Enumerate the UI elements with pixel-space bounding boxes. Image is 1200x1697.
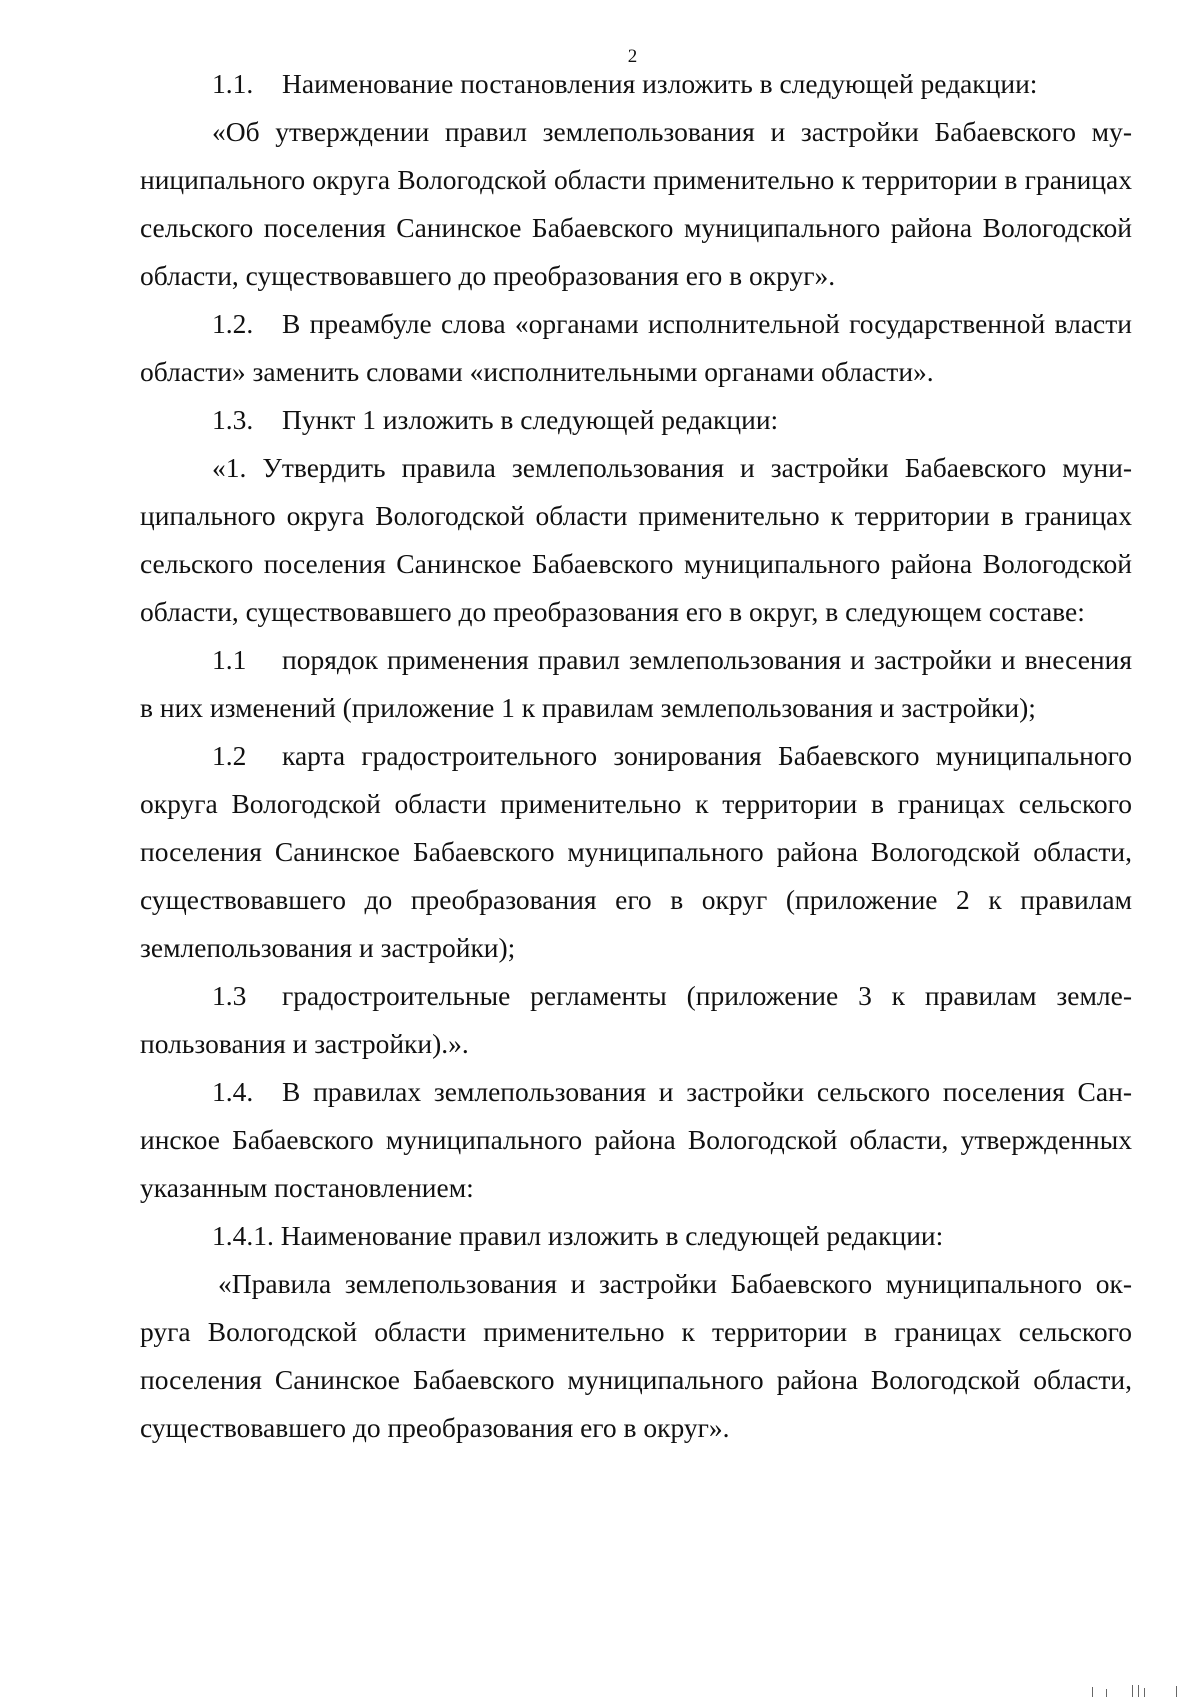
paragraph-1-1 <box>140 60 1132 108</box>
paragraph-sub-1-1 <box>140 636 1132 732</box>
clause-text: «Об утверждении правил землепользования и застройки Бабаевского муниципального округа Вологодской области применительно к территории в границах сельского поселения Санинское Бабаевского муниципального района Вологодской области, существовавшего до преобразования его в округ». <box>140 116 1132 291</box>
clause-text: Наименование постановления изложить в следующей редакции: <box>282 68 1038 99</box>
clause-text: В преамбуле слова «органами исполнительной государственной власти области» заменить словами «исполнительными органами области». <box>140 308 1132 387</box>
paragraph-1-4-1 <box>140 1212 1132 1260</box>
clause-number: 1.1. <box>212 68 254 99</box>
clause-number: 1.3 <box>212 980 247 1011</box>
paragraph-point-1 <box>140 444 1132 636</box>
document-body <box>140 60 1132 1452</box>
paragraph-sub-1-2 <box>140 732 1132 972</box>
clause-text: карта градостроительного зонирования Бабаевского муниципального округа Вологодской области применительно к территории в границах сельского поселения Санинское Бабаевского муниципального района Вологодской области, существовавшего до преобразования его в округ (приложение 2 к правилам землепользования и застройки); <box>140 740 1132 963</box>
scan-artifact <box>1092 1683 1182 1697</box>
clause-number: 1.4. <box>212 1076 254 1107</box>
clause-number: 1.1 <box>212 644 247 675</box>
paragraph-new-title <box>140 108 1132 300</box>
paragraph-1-4 <box>140 1068 1132 1212</box>
clause-text: «Правила землепользования и застройки Бабаевского муниципального округа Вологодской области применительно к территории в границах сельского поселения Санинское Бабаевского муниципального района Вологодской области, существовавшего до преобразования его в округ». <box>140 1268 1132 1443</box>
clause-text: В правилах землепользования и застройки сельского поселения Санинское Бабаевского муниципального района Вологодской области, утвержденных указанным постановлением: <box>140 1076 1132 1203</box>
clause-text: Пункт 1 изложить в следующей редакции: <box>282 404 779 435</box>
clause-text: 1.4.1. Наименование правил изложить в следующей редакции: <box>212 1220 944 1251</box>
clause-number: 1.3. <box>212 404 254 435</box>
clause-text: порядок применения правил землепользования и застройки и внесения в них изменений (приложение 1 к правилам землепользования и застройки); <box>140 644 1132 723</box>
clause-number: 1.2. <box>212 308 254 339</box>
paragraph-1-3 <box>140 396 1132 444</box>
clause-text: «1. Утвердить правила землепользования и застройки Бабаевского муниципального округа Вологодской области применительно к территории в границах сельского поселения Санинское Бабаевского муниципального района Вологодской области, существовавшего до преобразования его в округ, в следующем составе: <box>140 452 1132 627</box>
clause-number: 1.2 <box>212 740 247 771</box>
paragraph-1-2 <box>140 300 1132 396</box>
paragraph-sub-1-3 <box>140 972 1132 1068</box>
paragraph-rules-title <box>140 1260 1132 1452</box>
clause-text: градостроительные регламенты (приложение 3 к правилам землепользования и застройки).». <box>140 980 1132 1059</box>
page-number: 2 <box>627 46 638 67</box>
